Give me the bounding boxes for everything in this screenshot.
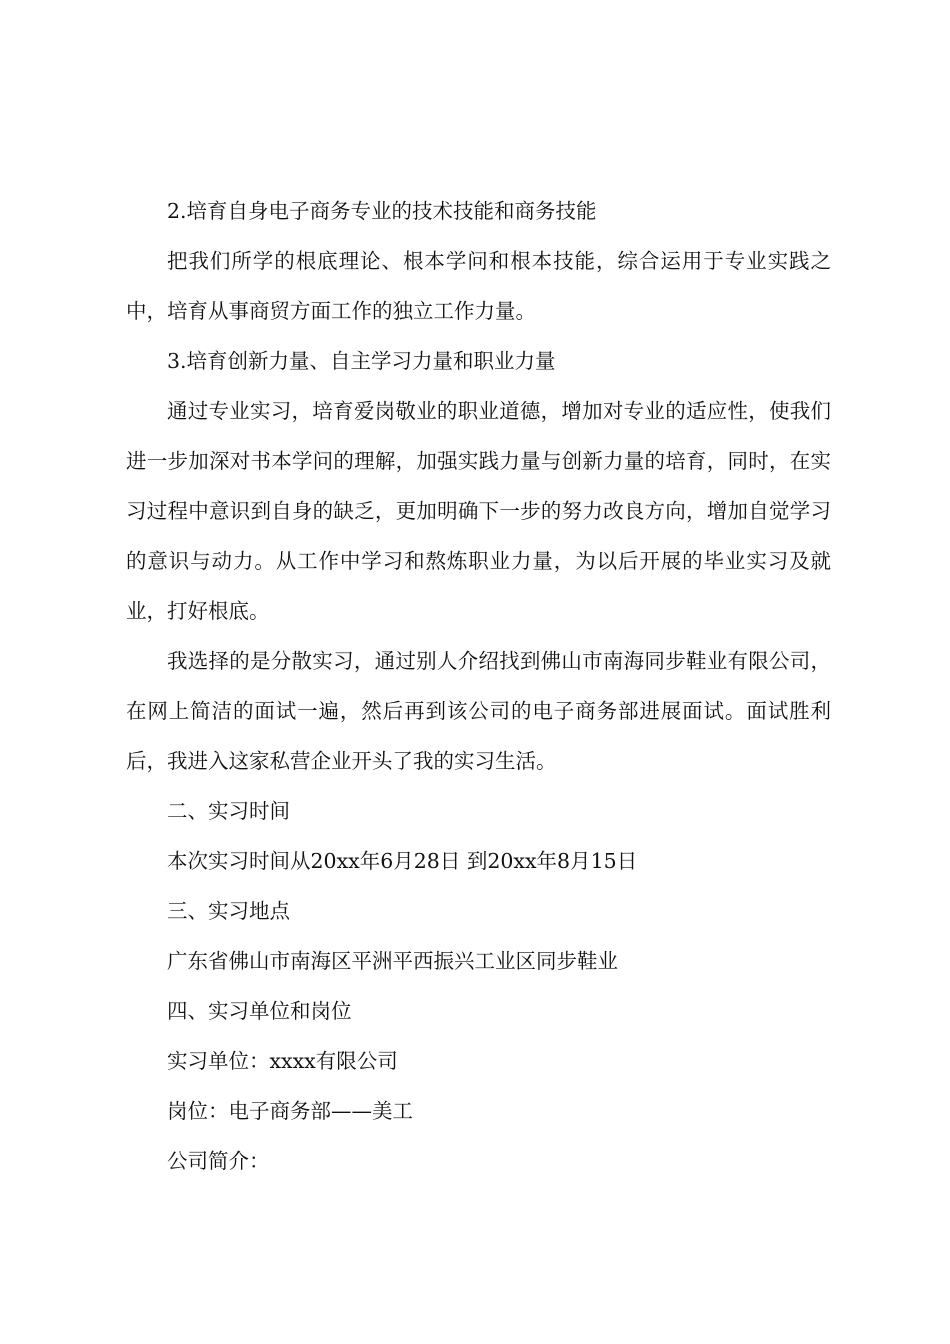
body-paragraph: 实习单位：xxxx有限公司: [167, 1049, 398, 1073]
section-heading: 3.培育创新力量、自主学习力量和职业力量: [167, 349, 556, 373]
section-heading: 2.培育自身电子商务专业的技术技能和商务技能: [167, 199, 597, 223]
body-paragraph: 通过专业实习，培育爱岗敬业的职业道德，增加对专业的适应性，使我们进一步加深对书本学问的理解，加强实践力量与创新力量的培育，同时，在实习过程中意识到自身的缺乏，更加明确下一步的努力改良方向，增加自觉学习的意识与动力。从工作中学习和熬炼职业力量，为以后开展的毕业实习及就业，打好根底。: [126, 399, 831, 623]
section-heading: 四、实习单位和岗位: [167, 999, 352, 1023]
section-heading: 二、实习时间: [167, 799, 290, 823]
body-paragraph: 把我们所学的根底理论、根本学问和根本技能，综合运用于专业实践之中，培育从事商贸方面工作的独立工作力量。: [126, 249, 831, 323]
section-heading: 三、实习地点: [167, 899, 290, 923]
document-body: [126, 186, 831, 1186]
body-paragraph: 岗位：电子商务部——美工: [167, 1099, 413, 1123]
body-paragraph: 公司简介：: [167, 1149, 270, 1173]
body-paragraph: 本次实习时间从20xx年6月28日 到20xx年8月15日: [167, 849, 638, 873]
body-paragraph: 广东省佛山市南海区平洲平西振兴工业区同步鞋业: [167, 949, 618, 973]
body-paragraph: 我选择的是分散实习，通过别人介绍找到佛山市南海同步鞋业有限公司，在网上简洁的面试一遍，然后再到该公司的电子商务部进展面试。面试胜利后，我进入这家私营企业开头了我的实习生活。: [126, 649, 831, 773]
